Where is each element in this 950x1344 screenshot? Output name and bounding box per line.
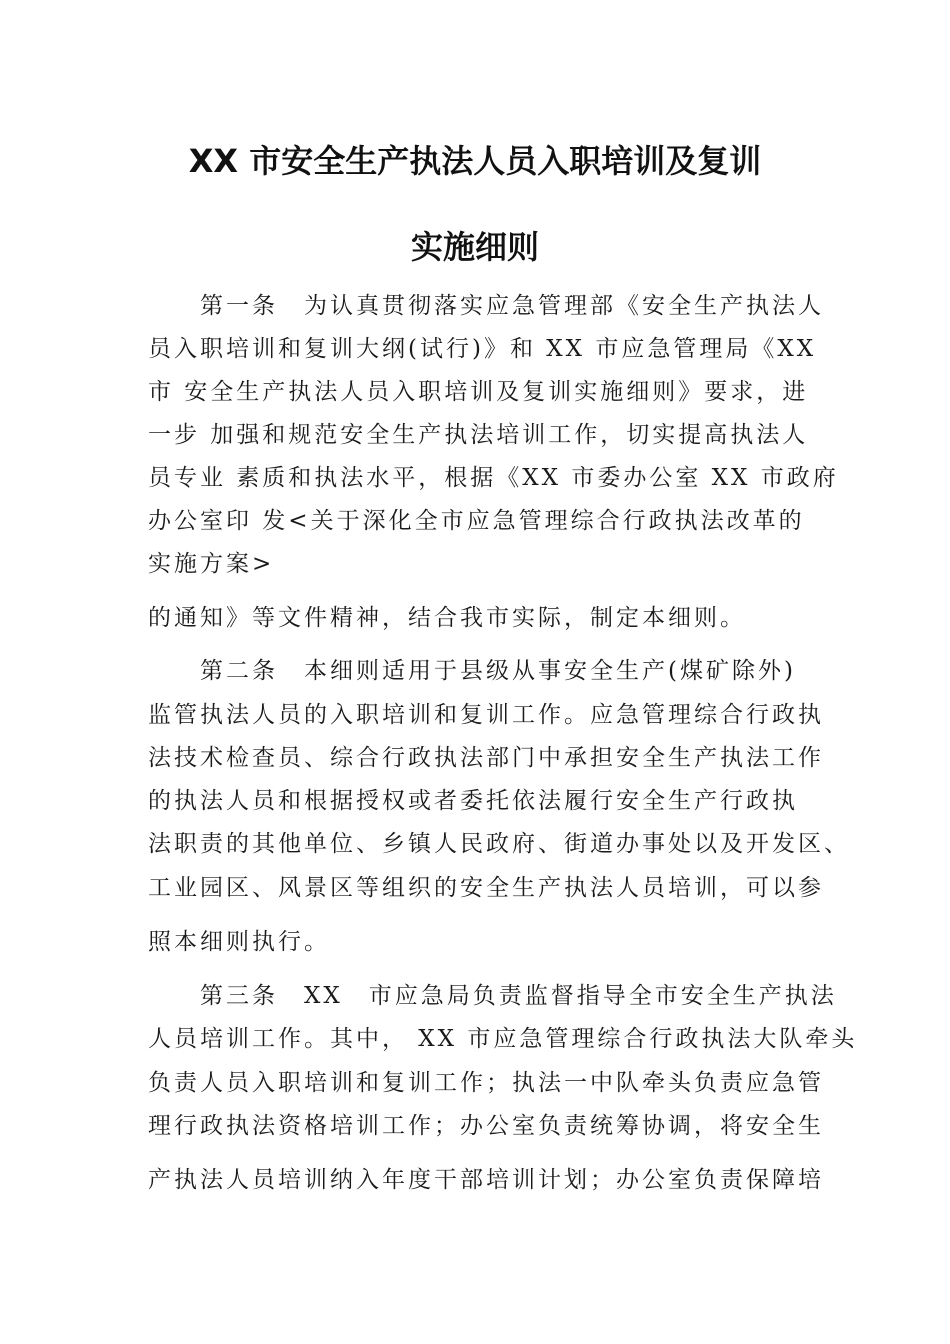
- paragraph-line: 监管执法人员的入职培训和复训工作。应急管理综合行政执: [148, 702, 824, 728]
- paragraph-line: 市 安全生产执法人员入职培训及复训实施细则》要求，进: [148, 379, 809, 405]
- paragraph-line: 负责人员入职培训和复训工作；执法一中队牵头负责应急管: [148, 1070, 824, 1096]
- paragraph-line: 第一条 为认真贯彻落实应急管理部《安全生产执法人: [200, 293, 824, 319]
- paragraph-line: 法职责的其他单位、乡镇人民政府、街道办事处以及开发区、: [148, 831, 850, 857]
- paragraph-line: 理行政执法资格培训工作；办公室负责统筹协调，将安全生: [148, 1113, 824, 1139]
- paragraph-line: 办公室印 发<关于深化全市应急管理综合行政执法改革的: [148, 508, 805, 534]
- document-title-line-2: 实施细则: [410, 228, 539, 266]
- paragraph-line: 工业园区、风景区等组织的安全生产执法人员培训，可以参: [148, 875, 824, 901]
- paragraph-line: 产执法人员培训纳入年度干部培训计划；办公室负责保障培: [148, 1167, 824, 1193]
- paragraph-line: 的执法人员和根据授权或者委托依法履行安全生产行政执: [148, 788, 798, 814]
- paragraph-line: 照本细则执行。: [148, 929, 330, 955]
- paragraph-line: 实施方案>: [148, 551, 275, 577]
- paragraph-line: 法技术检查员、综合行政执法部门中承担安全生产执法工作: [148, 745, 824, 771]
- paragraph-line: 的通知》等文件精神，结合我市实际，制定本细则。: [148, 605, 746, 631]
- paragraph-line: 第三条 XX 市应急局负责监督指导全市安全生产执法: [200, 983, 837, 1009]
- paragraph-line: 第二条 本细则适用于县级从事安全生产(煤矿除外): [200, 658, 796, 684]
- document-title-line-1: XX 市安全生产执法人员入职培训及复训: [188, 142, 762, 180]
- paragraph-line: 一步 加强和规范安全生产执法培训工作，切实提高执法人: [148, 422, 809, 448]
- paragraph-line: 人员培训工作。其中， XX 市应急管理综合行政执法大队牵头: [148, 1026, 858, 1052]
- paragraph-line: 员专业 素质和执法水平，根据《XX 市委办公室 XX 市政府: [148, 465, 839, 491]
- paragraph-line: 员入职培训和复训大纲(试行)》和 XX 市应急管理局《XX: [148, 336, 817, 362]
